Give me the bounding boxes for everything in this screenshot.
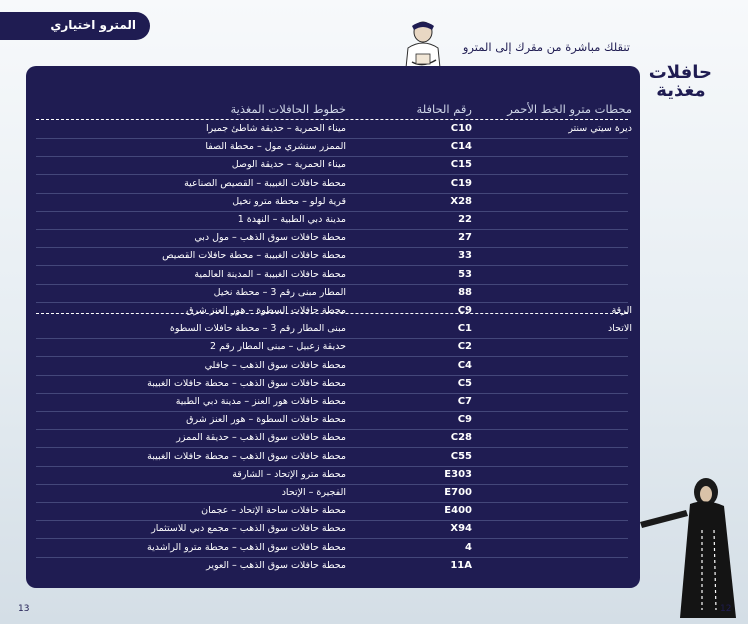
row-bus-number: E400 [444,505,472,517]
row-bus-number: C9 [457,414,472,426]
row-divider [36,229,628,230]
row-bus-number: C9 [457,305,472,316]
header-separator [36,119,628,120]
row-divider [36,466,628,467]
row-bus-number: 22 [458,214,472,225]
row-route: محطة حافلات ساحة الإتحاد – عجمان [201,505,346,517]
row-bus-number: C2 [457,341,472,353]
row-route: المطار مبنى رقم 3 – محطة نخيل [213,286,346,298]
row-bus-number: 88 [458,286,472,298]
row-route: محطة حافلات السطوة – هور العنز شرق [186,414,346,426]
row-route: محطة حافلات سوق الذهب – محطة مترو الراشدية [146,541,346,553]
row-route: مبنى المطار رقم 3 – محطة حافلات السطوة [169,323,346,335]
row-divider [36,557,628,558]
row-divider [36,138,628,139]
row-route: محطة حافلات سوق الذهب – محطة حافلات الغبيبة [147,450,346,462]
row-route: محطة حافلات هور العنز – مدينة دبي الطبية [175,396,346,407]
row-divider [36,538,628,539]
top-label-bar [0,12,150,40]
row-route: الفجيرة – الإتحاد [281,487,346,498]
header-station: محطات مترو الخط الأحمر [507,102,632,116]
row-bus-number: C5 [457,377,472,389]
row-route: محطة حافلات سوق الذهب – مول دبي [194,232,346,244]
row-divider [36,247,628,248]
row-divider [36,484,628,485]
row-route: محطة حافلات الغبيبة – المدينة العالمية [194,268,346,280]
row-route: حديقة زعبيل – مبنى المطار رقم 2 [210,341,346,353]
row-bus-number: C15 [450,159,472,171]
row-route: محطة حافلات الغبيبة – القصيص الصناعية [184,177,346,189]
header-bus-number: رقم الحافلة [416,102,472,116]
row-bus-number: C55 [450,450,472,462]
row-divider [36,193,628,194]
subtitle: تنقلك مباشرة من مقرك إلى المترو [462,40,630,54]
row-bus-number: X28 [450,195,472,207]
row-route: ميناء الحمرية – حديقة الوصل [231,159,346,171]
row-divider [36,429,628,430]
row-divider [36,447,628,448]
section-title-line1: حافلات [648,62,712,83]
row-route: محطة حافلات سوق الذهب – العوير [206,559,346,571]
row-bus-number: E303 [444,468,472,480]
row-divider [36,520,628,521]
row-bus-number: C14 [450,141,472,153]
row-divider [36,211,628,212]
row-bus-number: C19 [450,177,472,189]
row-divider [36,302,628,303]
row-divider [36,265,628,266]
header-feeder-route: خطوط الحافلات المغذية [230,102,346,116]
row-bus-number: C7 [457,396,472,407]
row-station: ديرة سيتي سنتر [568,123,632,134]
row-divider [36,174,628,175]
row-route: قرية لولو – محطة مترو نخيل [232,195,346,207]
top-label: المترو اختياري [50,18,136,32]
row-route: محطة حافلات الغبيبة – محطة حافلات القصيص [162,250,346,262]
row-route: مدينة دبي الطبية – النهدة 1 [237,214,346,225]
row-divider [36,375,628,376]
row-bus-number: 27 [458,232,472,244]
row-divider [36,338,628,339]
section-title [650,64,712,100]
section-title-line2: مغذية [656,80,706,101]
row-bus-number: 53 [458,268,472,280]
row-route: محطة حافلات سوق الذهب – مجمع دبي للاستثمار [151,523,346,535]
row-bus-number: X94 [450,523,472,535]
row-route: محطة حافلات سوق الذهب – جافلي [204,359,346,371]
row-divider [36,156,628,157]
row-bus-number: C4 [457,359,472,371]
row-route: محطة حافلات سوق الذهب – محطة حافلات الغبيبة [147,377,346,389]
row-bus-number: C1 [457,323,472,335]
row-route: محطة حافلات سوق الذهب – حديقة الممزر [176,432,346,444]
row-route: ميناء الحمرية – حديقة شاطئ جميرا [205,123,346,134]
page-number-right: 12 [720,604,732,614]
woman-figure-illustration [640,470,748,620]
row-divider [36,502,628,503]
row-bus-number: E700 [444,487,472,498]
row-bus-number: C10 [450,123,472,134]
row-divider [36,356,628,357]
row-divider [36,411,628,412]
row-divider [36,284,628,285]
row-route: الممزر سنشري مول – محطة الصفا [205,141,346,153]
page-number-left: 13 [18,604,30,614]
row-station: الاتحاد [608,323,632,335]
row-bus-number: 11A [450,559,472,571]
row-bus-number: 4 [465,541,472,553]
row-bus-number: 33 [458,250,472,262]
row-station: الرقة [611,305,632,316]
row-bus-number: C28 [450,432,472,444]
row-route: محطة مترو الإتحاد – الشارقة [232,468,346,480]
row-divider [36,393,628,394]
row-route: محطة حافلات السطوة – هور العنز شرق [186,305,346,316]
